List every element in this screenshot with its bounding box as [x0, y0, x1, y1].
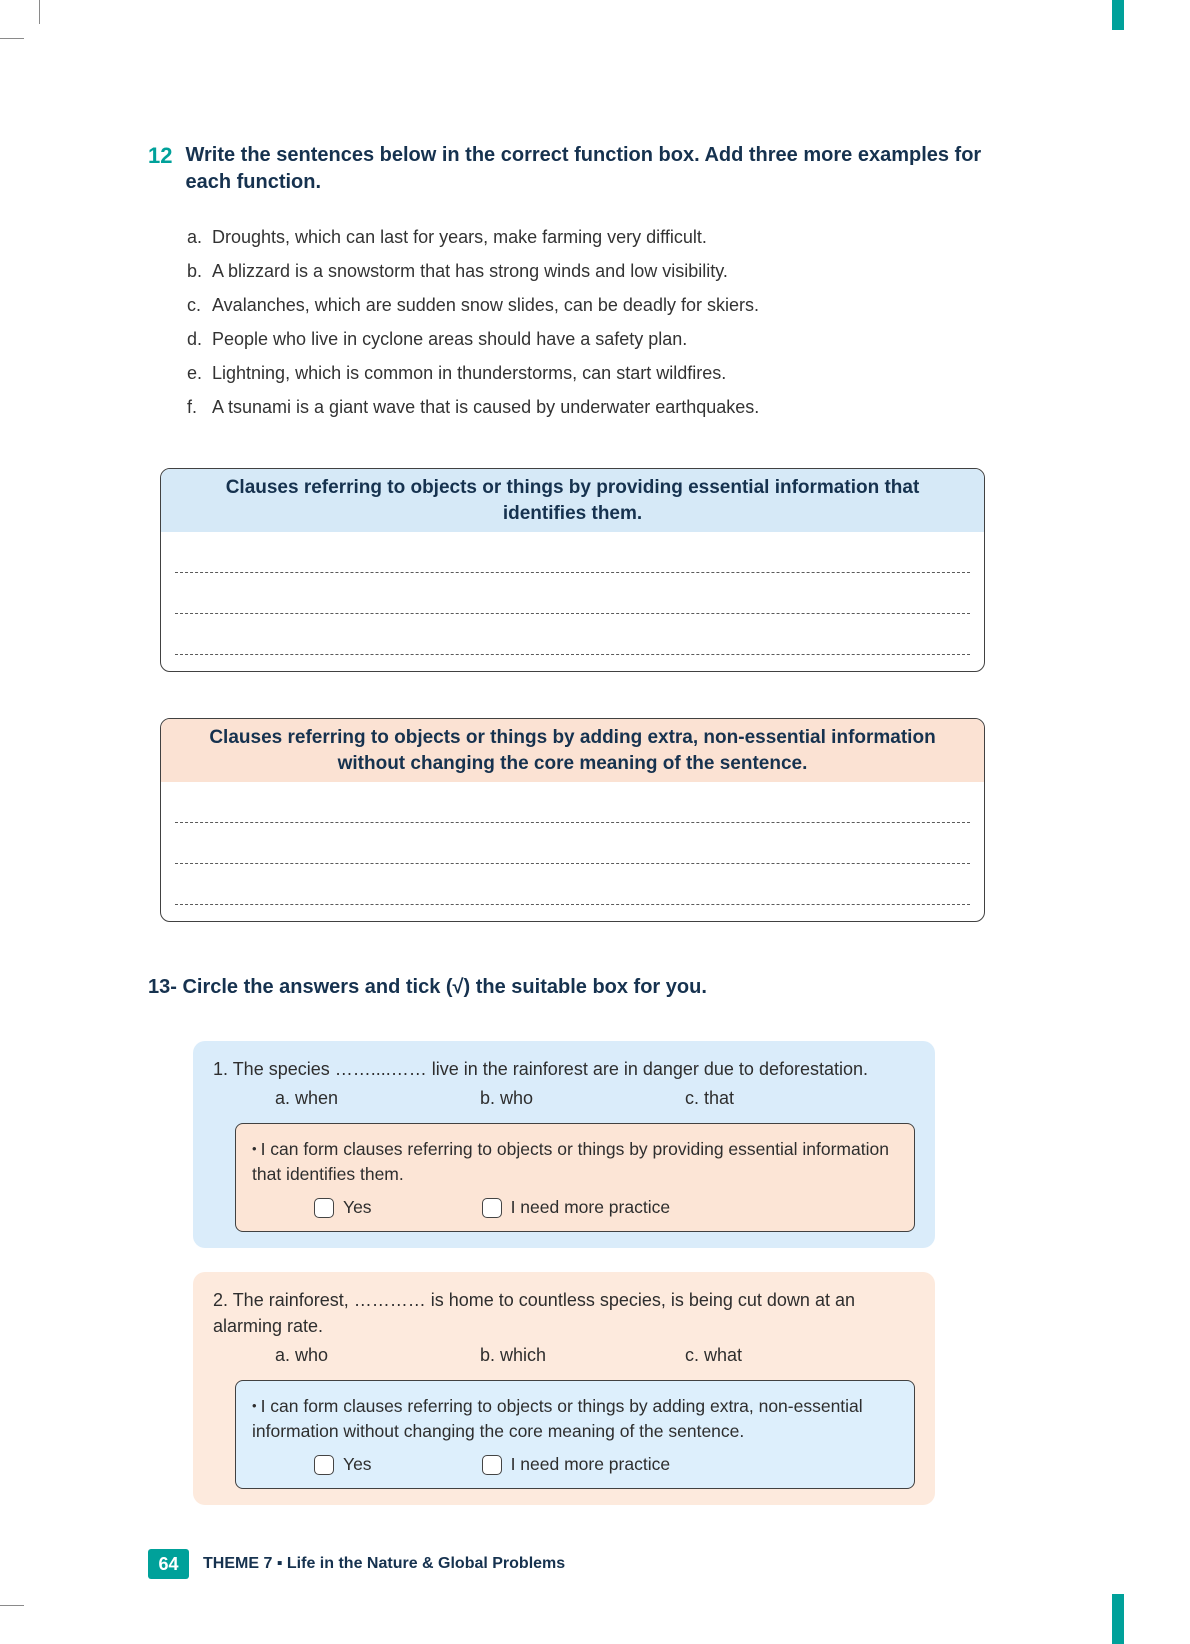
need-practice-label: I need more practice [510, 1454, 671, 1474]
need-practice-checkbox[interactable] [482, 1198, 502, 1218]
write-line[interactable] [175, 573, 970, 614]
sentence-list [187, 220, 1040, 424]
function-box-header: Clauses referring to objects or things by adding extra, non-essential information without changing the core meaning of the sentence. [161, 719, 984, 782]
self-check-statement: • I can form clauses referring to objects or things by adding extra, non-essential information without changing the core meaning of the sentence. [252, 1396, 863, 1441]
write-line[interactable] [175, 823, 970, 864]
page-number-badge: 64 [148, 1549, 189, 1579]
write-line[interactable] [175, 532, 970, 573]
practice-check-group [482, 1197, 671, 1218]
sentence-label: f. [187, 397, 198, 417]
bullet-icon: • [252, 1141, 257, 1156]
check-row [252, 1197, 898, 1218]
sentence-item [187, 254, 1040, 288]
question-1-card [193, 1041, 935, 1248]
sentence-text: A blizzard is a snowstorm that has strong winds and low visibility. [212, 261, 728, 281]
option-a[interactable]: a. when [275, 1088, 339, 1108]
function-box-body [161, 782, 984, 921]
exercise-number: 12 [148, 143, 173, 168]
self-check-box [235, 1380, 915, 1489]
need-practice-label: I need more practice [510, 1197, 671, 1217]
exercise-12-heading [148, 142, 1040, 196]
option-a[interactable]: a. who [275, 1345, 329, 1365]
option-b[interactable]: b. which [480, 1345, 547, 1365]
write-line[interactable] [175, 782, 970, 823]
sentence-label: b. [187, 261, 203, 281]
yes-label: Yes [343, 1454, 372, 1474]
sentence-item [187, 390, 1040, 424]
exercise-13-title: 13- Circle the answers and tick (√) the suitable box for you. [148, 976, 707, 998]
sentence-label: a. [187, 227, 203, 247]
question-2-card [193, 1272, 935, 1505]
yes-checkbox[interactable] [314, 1198, 334, 1218]
self-check-statement: • I can form clauses referring to objects or things by providing essential information that identifies them. [252, 1139, 889, 1184]
yes-label: Yes [343, 1197, 372, 1217]
yes-check-group [314, 1197, 372, 1218]
check-row [252, 1454, 898, 1475]
registration-bar [1112, 0, 1124, 30]
exercise-title: Write the sentences below in the correct function box. Add three more examples for each function. [185, 144, 982, 193]
options-row [213, 1342, 915, 1368]
function-box-essential [160, 468, 985, 672]
sentence-label: d. [187, 329, 203, 349]
write-line[interactable] [175, 614, 970, 655]
question-text: 2. The rainforest, ………… is home to countless species, is being cut down at an alarming rate. [213, 1290, 855, 1336]
sentence-item [187, 288, 1040, 322]
option-c[interactable]: c. that [685, 1088, 735, 1108]
sentence-item [187, 220, 1040, 254]
function-box-body [161, 532, 984, 671]
need-practice-checkbox[interactable] [482, 1455, 502, 1475]
page-footer [148, 1549, 1040, 1579]
sentence-item [187, 322, 1040, 356]
options-row [213, 1085, 915, 1111]
crop-mark [0, 38, 24, 39]
function-box-header: Clauses referring to objects or things by providing essential information that identifies them. [161, 469, 984, 532]
sentence-text: Droughts, which can last for years, make farming very difficult. [212, 227, 707, 247]
theme-footer-text: THEME 7 ▪ Life in the Nature & Global Problems [203, 1555, 566, 1572]
self-check-box [235, 1123, 915, 1232]
sentence-text: Avalanches, which are sudden snow slides, can be deadly for skiers. [212, 295, 759, 315]
yes-check-group [314, 1454, 372, 1475]
practice-check-group [482, 1454, 671, 1475]
crop-mark [0, 1605, 24, 1606]
sentence-label: e. [187, 363, 203, 383]
option-b[interactable]: b. who [480, 1088, 534, 1108]
question-text: 1. The species ……....…… live in the rainforest are in danger due to deforestation. [213, 1059, 869, 1079]
option-c[interactable]: c. what [685, 1345, 743, 1365]
sentence-text: A tsunami is a giant wave that is caused by underwater earthquakes. [212, 397, 760, 417]
yes-checkbox[interactable] [314, 1455, 334, 1475]
crop-mark [39, 0, 40, 24]
sentence-label: c. [187, 295, 202, 315]
function-box-nonessential [160, 718, 985, 922]
sentence-text: Lightning, which is common in thunderstorms, can start wildfires. [212, 363, 727, 383]
sentence-item [187, 356, 1040, 390]
sentence-text: People who live in cyclone areas should have a safety plan. [212, 329, 688, 349]
registration-bar [1112, 1594, 1124, 1644]
write-line[interactable] [175, 864, 970, 905]
bullet-icon: • [252, 1398, 257, 1413]
